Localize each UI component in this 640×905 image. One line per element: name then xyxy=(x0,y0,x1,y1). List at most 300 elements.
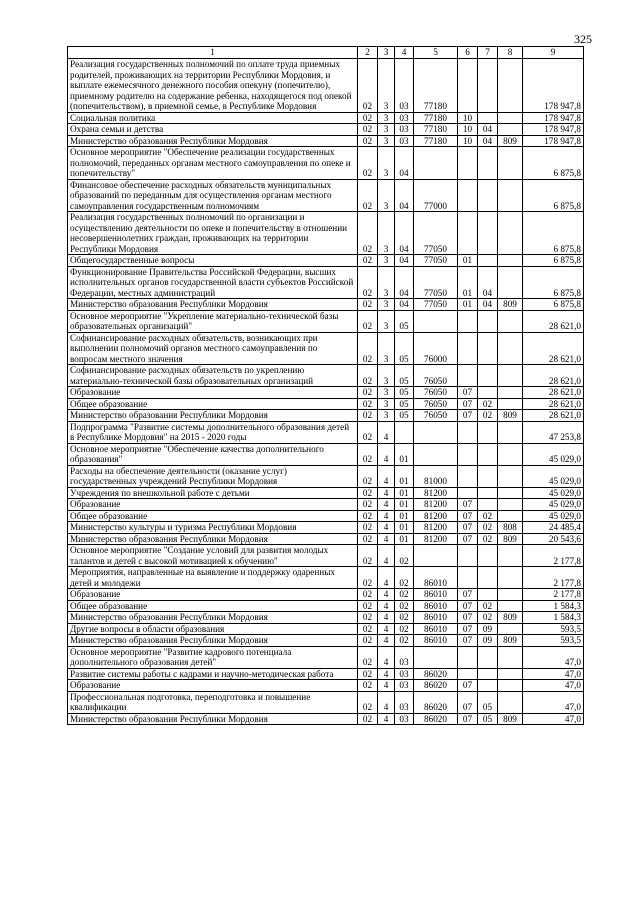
row-name: Общее образование xyxy=(68,510,358,522)
cell-col-5: 81200 xyxy=(414,533,458,545)
cell-col-2: 02 xyxy=(358,212,378,255)
cell-col-8 xyxy=(498,623,523,635)
cell-col-7: 05 xyxy=(478,691,498,713)
table-row xyxy=(68,533,584,545)
row-name: Профессиональная подготовка, переподготовка и повышение квалификации xyxy=(68,691,358,713)
cell-col-3: 3 xyxy=(378,212,395,255)
row-name: Основное мероприятие "Развитие кадрового потенциала дополнительного образования детей" xyxy=(68,646,358,668)
cell-amount: 6 875,8 xyxy=(523,299,584,311)
cell-amount: 47,0 xyxy=(523,680,584,692)
cell-amount: 1 584,3 xyxy=(523,600,584,612)
cell-amount: 24 485,4 xyxy=(523,522,584,534)
cell-col-4: 01 xyxy=(395,443,414,465)
cell-amount: 1 584,3 xyxy=(523,612,584,624)
cell-col-8 xyxy=(498,398,523,410)
cell-col-7: 02 xyxy=(478,398,498,410)
cell-col-3: 4 xyxy=(378,713,395,725)
cell-amount: 45 029,0 xyxy=(523,487,584,499)
cell-col-3: 4 xyxy=(378,443,395,465)
cell-col-6: 07 xyxy=(458,398,478,410)
cell-amount: 28 621,0 xyxy=(523,387,584,399)
cell-col-2: 02 xyxy=(358,266,378,299)
cell-col-2: 02 xyxy=(358,522,378,534)
cell-col-5 xyxy=(414,545,458,567)
cell-col-6 xyxy=(458,443,478,465)
cell-col-2: 02 xyxy=(358,691,378,713)
cell-col-8 xyxy=(498,255,523,267)
cell-amount: 45 029,0 xyxy=(523,443,584,465)
row-name: Образование xyxy=(68,680,358,692)
col-header-5: 5 xyxy=(414,47,458,59)
table-row xyxy=(68,266,584,299)
cell-col-6: 07 xyxy=(458,522,478,534)
cell-col-3: 4 xyxy=(378,522,395,534)
cell-col-2: 02 xyxy=(358,421,378,443)
cell-col-7 xyxy=(478,332,498,365)
cell-col-2: 02 xyxy=(358,299,378,311)
cell-col-8 xyxy=(498,567,523,589)
cell-col-4: 01 xyxy=(395,510,414,522)
cell-col-6: 07 xyxy=(458,510,478,522)
cell-col-6 xyxy=(458,179,478,212)
cell-col-3: 4 xyxy=(378,623,395,635)
cell-col-2: 02 xyxy=(358,147,378,180)
cell-col-4: 03 xyxy=(395,691,414,713)
cell-col-6: 07 xyxy=(458,612,478,624)
table-row xyxy=(68,487,584,499)
cell-col-8 xyxy=(498,680,523,692)
row-name: Министерство образования Республики Мордовия xyxy=(68,533,358,545)
cell-col-4: 04 xyxy=(395,147,414,180)
cell-col-2: 02 xyxy=(358,387,378,399)
row-name: Основное мероприятие "Создание условий для развития молодых талантов и детей с высокой мотивацией к обучению" xyxy=(68,545,358,567)
cell-col-3: 4 xyxy=(378,421,395,443)
cell-col-5: 81200 xyxy=(414,522,458,534)
cell-col-4: 03 xyxy=(395,59,414,113)
cell-col-8 xyxy=(498,646,523,668)
cell-col-3: 4 xyxy=(378,635,395,647)
row-name: Реализация государственных полномочий по организации и осуществлению деятельности по опеке и попечительству в отношении несовершеннолетних граждан, проживающих на территории Республики Мордовия xyxy=(68,212,358,255)
cell-col-6 xyxy=(458,668,478,680)
cell-col-5: 86010 xyxy=(414,612,458,624)
cell-col-8 xyxy=(498,179,523,212)
cell-col-6: 07 xyxy=(458,713,478,725)
table-row xyxy=(68,635,584,647)
cell-col-8 xyxy=(498,465,523,487)
cell-col-8 xyxy=(498,310,523,332)
cell-amount: 2 177,8 xyxy=(523,567,584,589)
cell-amount: 28 621,0 xyxy=(523,332,584,365)
cell-col-7: 05 xyxy=(478,713,498,725)
cell-col-7: 04 xyxy=(478,135,498,147)
cell-col-5: 76050 xyxy=(414,365,458,387)
cell-col-2: 02 xyxy=(358,310,378,332)
cell-col-7: 02 xyxy=(478,533,498,545)
cell-col-4: 05 xyxy=(395,410,414,422)
cell-col-5: 81200 xyxy=(414,499,458,511)
cell-col-7 xyxy=(478,179,498,212)
cell-col-6 xyxy=(458,365,478,387)
table-row xyxy=(68,255,584,267)
row-name: Расходы на обеспечение деятельности (оказание услуг) государственных учреждений Республики Мордовия xyxy=(68,465,358,487)
cell-col-3: 3 xyxy=(378,332,395,365)
row-name: Функционирование Правительства Российской Федерации, высших исполнительных органов государственной власти субъектов Российской Федерации, местных администраций xyxy=(68,266,358,299)
table-row xyxy=(68,135,584,147)
cell-col-4: 03 xyxy=(395,124,414,136)
cell-col-2: 02 xyxy=(358,499,378,511)
cell-col-2: 02 xyxy=(358,398,378,410)
cell-col-2: 02 xyxy=(358,680,378,692)
cell-amount: 593,5 xyxy=(523,635,584,647)
row-name: Социальная политика xyxy=(68,112,358,124)
cell-amount: 47,0 xyxy=(523,713,584,725)
cell-col-8: 809 xyxy=(498,612,523,624)
row-name: Министерство образования Республики Мордовия xyxy=(68,410,358,422)
cell-col-2: 02 xyxy=(358,713,378,725)
table-row xyxy=(68,124,584,136)
cell-col-7 xyxy=(478,668,498,680)
row-name: Основное мероприятие "Обеспечение качества дополнительного образования" xyxy=(68,443,358,465)
cell-col-2: 02 xyxy=(358,255,378,267)
table-row xyxy=(68,499,584,511)
cell-col-5: 86010 xyxy=(414,623,458,635)
row-name: Основное мероприятие "Укрепление материально-технической базы образовательных организаций" xyxy=(68,310,358,332)
cell-col-7 xyxy=(478,646,498,668)
cell-col-8: 809 xyxy=(498,299,523,311)
cell-col-5: 77180 xyxy=(414,112,458,124)
cell-col-6 xyxy=(458,545,478,567)
table-row xyxy=(68,147,584,180)
table-row xyxy=(68,421,584,443)
table-row xyxy=(68,680,584,692)
table-row xyxy=(68,398,584,410)
cell-amount: 28 621,0 xyxy=(523,365,584,387)
row-name: Общее образование xyxy=(68,600,358,612)
cell-col-5: 77050 xyxy=(414,255,458,267)
cell-amount: 6 875,8 xyxy=(523,179,584,212)
cell-amount: 6 875,8 xyxy=(523,255,584,267)
cell-amount: 6 875,8 xyxy=(523,266,584,299)
cell-col-2: 02 xyxy=(358,112,378,124)
cell-col-4: 05 xyxy=(395,310,414,332)
cell-col-7 xyxy=(478,567,498,589)
table-row xyxy=(68,522,584,534)
row-name: Финансовое обеспечение расходных обязательств муниципальных образований по переданным для осуществления органам местного самоуправления государственным полномочиям xyxy=(68,179,358,212)
table-row xyxy=(68,310,584,332)
cell-col-3: 4 xyxy=(378,612,395,624)
cell-amount: 47,0 xyxy=(523,646,584,668)
cell-col-2: 02 xyxy=(358,135,378,147)
cell-col-3: 4 xyxy=(378,499,395,511)
cell-col-3: 3 xyxy=(378,266,395,299)
cell-col-7 xyxy=(478,589,498,601)
cell-col-8: 809 xyxy=(498,135,523,147)
row-name: Подпрограмма "Развитие системы дополнительного образования детей в Республике Мордовия" на 2015 - 2020 годы xyxy=(68,421,358,443)
cell-col-5: 76000 xyxy=(414,332,458,365)
cell-col-8 xyxy=(498,124,523,136)
cell-col-2: 02 xyxy=(358,646,378,668)
cell-col-5 xyxy=(414,443,458,465)
cell-col-8: 809 xyxy=(498,635,523,647)
cell-col-2: 02 xyxy=(358,332,378,365)
row-name: Софинансирование расходных обязательств, возникающих при выполнении полномочий органов местного самоуправления по вопросам местного значения xyxy=(68,332,358,365)
cell-col-4: 05 xyxy=(395,387,414,399)
cell-col-7: 09 xyxy=(478,635,498,647)
table-row xyxy=(68,623,584,635)
cell-col-3: 3 xyxy=(378,255,395,267)
cell-col-2: 02 xyxy=(358,59,378,113)
cell-col-4: 05 xyxy=(395,365,414,387)
cell-col-3: 3 xyxy=(378,179,395,212)
cell-col-6 xyxy=(458,465,478,487)
cell-col-4: 05 xyxy=(395,398,414,410)
cell-col-7 xyxy=(478,680,498,692)
cell-amount: 28 621,0 xyxy=(523,398,584,410)
cell-amount: 178 947,8 xyxy=(523,59,584,113)
cell-col-7 xyxy=(478,487,498,499)
cell-col-5 xyxy=(414,646,458,668)
cell-col-2: 02 xyxy=(358,510,378,522)
cell-col-3: 3 xyxy=(378,387,395,399)
cell-col-4: 02 xyxy=(395,623,414,635)
cell-col-7: 09 xyxy=(478,623,498,635)
cell-col-5: 86020 xyxy=(414,680,458,692)
row-name: Министерство образования Республики Мордовия xyxy=(68,299,358,311)
cell-col-5: 81200 xyxy=(414,487,458,499)
cell-col-4: 03 xyxy=(395,112,414,124)
cell-col-3: 3 xyxy=(378,124,395,136)
cell-amount: 28 621,0 xyxy=(523,310,584,332)
cell-col-3: 4 xyxy=(378,465,395,487)
cell-col-8 xyxy=(498,59,523,113)
cell-col-3: 4 xyxy=(378,545,395,567)
cell-col-5 xyxy=(414,310,458,332)
page-number: 325 xyxy=(574,32,592,46)
table-row xyxy=(68,567,584,589)
cell-col-7 xyxy=(478,387,498,399)
cell-col-2: 02 xyxy=(358,545,378,567)
cell-col-4: 04 xyxy=(395,255,414,267)
header-row xyxy=(68,47,584,59)
cell-amount: 28 621,0 xyxy=(523,410,584,422)
cell-col-6: 07 xyxy=(458,680,478,692)
cell-col-8: 809 xyxy=(498,533,523,545)
table-row xyxy=(68,387,584,399)
cell-col-7 xyxy=(478,212,498,255)
cell-col-5: 86020 xyxy=(414,691,458,713)
cell-col-7 xyxy=(478,147,498,180)
cell-col-3: 4 xyxy=(378,487,395,499)
cell-col-8 xyxy=(498,545,523,567)
cell-col-4: 02 xyxy=(395,600,414,612)
col-header-6: 6 xyxy=(458,47,478,59)
col-header-7: 7 xyxy=(478,47,498,59)
col-header-9: 9 xyxy=(523,47,584,59)
cell-col-5: 86010 xyxy=(414,635,458,647)
cell-col-5: 77180 xyxy=(414,59,458,113)
cell-col-5: 86010 xyxy=(414,567,458,589)
cell-col-2: 02 xyxy=(358,410,378,422)
cell-amount: 178 947,8 xyxy=(523,135,584,147)
cell-col-7: 02 xyxy=(478,522,498,534)
row-name: Софинансирование расходных обязательств по укреплению материально-технической базы образовательных организаций xyxy=(68,365,358,387)
cell-col-7 xyxy=(478,499,498,511)
table-row xyxy=(68,299,584,311)
row-name: Министерство образования Республики Мордовия xyxy=(68,635,358,647)
cell-col-7 xyxy=(478,255,498,267)
cell-col-6: 07 xyxy=(458,600,478,612)
cell-col-2: 02 xyxy=(358,668,378,680)
cell-col-4: 03 xyxy=(395,646,414,668)
cell-col-6: 07 xyxy=(458,635,478,647)
cell-col-3: 3 xyxy=(378,398,395,410)
col-header-1: 1 xyxy=(68,47,358,59)
cell-col-8 xyxy=(498,212,523,255)
budget-table xyxy=(67,46,584,725)
cell-col-6: 01 xyxy=(458,299,478,311)
cell-col-4: 02 xyxy=(395,589,414,601)
col-header-8: 8 xyxy=(498,47,523,59)
table-row xyxy=(68,465,584,487)
cell-col-8 xyxy=(498,421,523,443)
cell-col-6 xyxy=(458,212,478,255)
row-name: Учреждения по внешкольной работе с детьми xyxy=(68,487,358,499)
cell-col-7 xyxy=(478,421,498,443)
cell-col-3: 3 xyxy=(378,112,395,124)
cell-amount: 2 177,8 xyxy=(523,589,584,601)
row-name: Министерство образования Республики Мордовия xyxy=(68,713,358,725)
cell-col-7 xyxy=(478,443,498,465)
cell-col-4: 03 xyxy=(395,135,414,147)
cell-col-3: 4 xyxy=(378,533,395,545)
table-row xyxy=(68,510,584,522)
cell-col-3: 3 xyxy=(378,59,395,113)
cell-col-5: 81200 xyxy=(414,510,458,522)
cell-col-7 xyxy=(478,545,498,567)
cell-col-7: 04 xyxy=(478,124,498,136)
row-name: Мероприятия, направленные на выявление и поддержку одаренных детей и молодежи xyxy=(68,567,358,589)
table-row xyxy=(68,179,584,212)
cell-col-5: 76050 xyxy=(414,410,458,422)
cell-col-8 xyxy=(498,499,523,511)
cell-col-5: 86020 xyxy=(414,713,458,725)
cell-col-8 xyxy=(498,443,523,465)
cell-col-3: 4 xyxy=(378,567,395,589)
cell-col-4: 02 xyxy=(395,567,414,589)
cell-col-8: 809 xyxy=(498,713,523,725)
cell-col-7: 04 xyxy=(478,299,498,311)
cell-amount: 593,5 xyxy=(523,623,584,635)
cell-col-5 xyxy=(414,421,458,443)
row-name: Основное мероприятие "Обеспечение реализации государственных полномочий, переданных органам местного самоуправления по опеке и попечительству" xyxy=(68,147,358,180)
cell-col-3: 3 xyxy=(378,310,395,332)
cell-col-5: 81000 xyxy=(414,465,458,487)
cell-col-2: 02 xyxy=(358,443,378,465)
cell-col-7 xyxy=(478,59,498,113)
cell-col-3: 4 xyxy=(378,691,395,713)
cell-col-5: 76050 xyxy=(414,398,458,410)
cell-amount: 45 029,0 xyxy=(523,465,584,487)
col-header-2: 2 xyxy=(358,47,378,59)
cell-col-2: 02 xyxy=(358,612,378,624)
cell-col-7 xyxy=(478,112,498,124)
cell-col-5: 77050 xyxy=(414,299,458,311)
cell-col-4: 05 xyxy=(395,332,414,365)
table-row xyxy=(68,212,584,255)
cell-amount: 47,0 xyxy=(523,668,584,680)
cell-col-3: 3 xyxy=(378,135,395,147)
cell-amount: 6 875,8 xyxy=(523,212,584,255)
cell-col-6: 10 xyxy=(458,135,478,147)
cell-col-3: 4 xyxy=(378,646,395,668)
table-row xyxy=(68,332,584,365)
cell-col-3: 3 xyxy=(378,365,395,387)
table-row xyxy=(68,443,584,465)
cell-col-4: 04 xyxy=(395,299,414,311)
cell-col-8: 808 xyxy=(498,522,523,534)
cell-col-5: 86010 xyxy=(414,600,458,612)
table-row xyxy=(68,646,584,668)
cell-col-6: 01 xyxy=(458,266,478,299)
cell-col-4: 03 xyxy=(395,668,414,680)
cell-col-8 xyxy=(498,589,523,601)
cell-col-4: 01 xyxy=(395,522,414,534)
cell-col-5 xyxy=(414,147,458,180)
cell-col-2: 02 xyxy=(358,179,378,212)
cell-col-7 xyxy=(478,465,498,487)
cell-col-4: 02 xyxy=(395,635,414,647)
cell-col-5: 77180 xyxy=(414,124,458,136)
cell-col-5: 77050 xyxy=(414,266,458,299)
row-name: Министерство культуры и туризма Республики Мордовия xyxy=(68,522,358,534)
table-row xyxy=(68,112,584,124)
cell-col-6 xyxy=(458,59,478,113)
cell-col-6 xyxy=(458,487,478,499)
cell-col-6: 07 xyxy=(458,533,478,545)
cell-amount: 6 875,8 xyxy=(523,147,584,180)
cell-col-3: 3 xyxy=(378,147,395,180)
cell-col-2: 02 xyxy=(358,567,378,589)
table-row xyxy=(68,713,584,725)
cell-col-6 xyxy=(458,567,478,589)
cell-col-4: 01 xyxy=(395,465,414,487)
col-header-4: 4 xyxy=(395,47,414,59)
cell-col-8 xyxy=(498,266,523,299)
row-name: Министерство образования Республики Мордовия xyxy=(68,135,358,147)
cell-col-6: 10 xyxy=(458,112,478,124)
cell-col-4: 04 xyxy=(395,212,414,255)
cell-amount: 178 947,8 xyxy=(523,124,584,136)
row-name: Развитие системы работы с кадрами и научно-методическая работа xyxy=(68,668,358,680)
cell-col-5: 86010 xyxy=(414,589,458,601)
cell-col-8 xyxy=(498,147,523,180)
cell-col-4: 01 xyxy=(395,533,414,545)
cell-col-3: 4 xyxy=(378,600,395,612)
cell-col-7: 02 xyxy=(478,510,498,522)
row-name: Министерство образования Республики Мордовия xyxy=(68,612,358,624)
cell-col-4: 03 xyxy=(395,713,414,725)
cell-col-6 xyxy=(458,332,478,365)
cell-col-7: 02 xyxy=(478,410,498,422)
cell-col-8 xyxy=(498,387,523,399)
table-row xyxy=(68,545,584,567)
cell-col-5: 86020 xyxy=(414,668,458,680)
cell-col-2: 02 xyxy=(358,600,378,612)
cell-col-8 xyxy=(498,332,523,365)
cell-col-5: 76050 xyxy=(414,387,458,399)
row-name: Охрана семьи и детства xyxy=(68,124,358,136)
cell-col-8 xyxy=(498,487,523,499)
